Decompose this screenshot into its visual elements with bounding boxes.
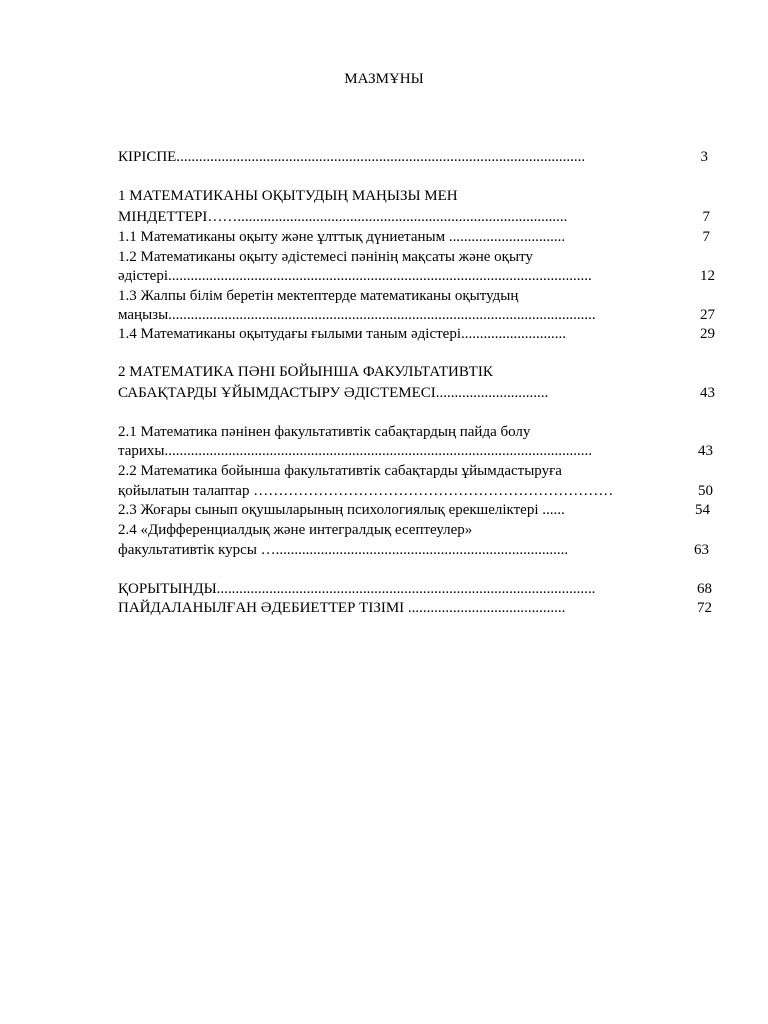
- toc-entry-text: 1.2 Математиканы оқыту әдістемесі пәнінің мақсаты және оқыту: [118, 249, 533, 265]
- toc-entry-section-1-title: [118, 186, 660, 206]
- toc-entry-2-2-cont: [118, 481, 660, 501]
- toc-page-number: 27: [700, 307, 715, 323]
- toc-entry-1-2: [118, 247, 660, 267]
- toc-entry-1-1: [118, 227, 660, 247]
- toc-page-number: 50: [698, 483, 713, 499]
- toc-entry-conclusion: [118, 579, 660, 599]
- toc-entry-2-2: [118, 461, 660, 481]
- toc-entry-2-4: [118, 520, 660, 540]
- toc-page-number: 12: [700, 268, 715, 284]
- toc-entry-text: факультативтік курсы …..............................................................................: [118, 542, 569, 558]
- toc-entry-text: САБАҚТАРДЫ ҰЙЫМДАСТЫРУ ӘДІСТЕМЕСІ..............................: [118, 385, 549, 401]
- toc-entry-section-1-title-cont: [118, 207, 660, 227]
- toc-entry-text: әдістері.................................................................................................................: [118, 268, 592, 284]
- toc-entry-2-3: [118, 500, 660, 520]
- toc-page-number: 43: [698, 443, 713, 459]
- toc-entry-text: ПАЙДАЛАНЫЛҒАН ӘДЕБИЕТТЕР ТІЗІМІ ..........................................: [118, 600, 566, 616]
- toc-entry-text: 2.2 Математика бойынша факультативтік сабақтарды ұйымдастыруға: [118, 463, 562, 479]
- toc-entry-text: 2 МАТЕМАТИКА ПӘНІ БОЙЫНША ФАКУЛЬТАТИВТІК: [118, 364, 493, 380]
- toc-entry-text: ҚОРЫТЫНДЫ.....................................................................................................: [118, 581, 596, 597]
- toc-entry-2-4-cont: [118, 540, 660, 560]
- toc-entry-text: 2.4 «Дифференциалдық және интегралдық есептеулер»: [118, 522, 473, 538]
- toc-entry-2-1: [118, 422, 660, 442]
- toc-entry-section-2-title: [118, 362, 660, 382]
- toc-entry-text: қойылатын талаптар ………………………………………………………………: [118, 483, 614, 499]
- toc-page-number: 3: [700, 149, 708, 165]
- toc-entry-introduction: [118, 147, 660, 167]
- toc-entry-1-4: [118, 324, 660, 344]
- toc-page-number: 54: [695, 502, 710, 518]
- toc-page-number: 68: [697, 581, 712, 597]
- toc-page-number: 7: [702, 229, 710, 245]
- toc-entry-text: КІРІСПЕ.............................................................................................................: [118, 149, 586, 165]
- toc-entry-2-1-cont: [118, 441, 660, 461]
- toc-entry-text: тарихы..................................................................................................................: [118, 443, 593, 459]
- toc-entry-1-2-cont: [118, 266, 660, 286]
- toc-entry-section-2-title-cont: [118, 383, 660, 403]
- toc-page-number: 29: [700, 326, 715, 342]
- toc-entry-1-3-cont: [118, 305, 660, 325]
- toc-page-number: 72: [697, 600, 712, 616]
- toc-page-number: 7: [702, 209, 710, 225]
- toc-entry-text: маңызы..................................................................................................................: [118, 307, 596, 323]
- toc-entry-text: 2.3 Жоғары сынып оқушыларының психологиялық ерекшеліктері ......: [118, 502, 565, 518]
- toc-entry-text: МІНДЕТТЕРІ……........................................................................................: [118, 209, 568, 225]
- toc-page-number: 43: [700, 385, 715, 401]
- toc-entry-text: 1.1 Математиканы оқыту және ұлттық дүниетаным ...............................: [118, 229, 566, 245]
- page-title: МАЗМҰНЫ: [344, 71, 424, 87]
- toc-entry-text: 1.4 Математиканы оқытудағы ғылыми таным әдістері............................: [118, 326, 566, 342]
- toc-entry-references: [118, 598, 660, 618]
- toc-page-number: 63: [694, 542, 709, 558]
- toc-entry-1-3: [118, 286, 660, 306]
- toc-entry-text: 1 МАТЕМАТИКАНЫ ОҚЫТУДЫҢ МАҢЫЗЫ МЕН: [118, 188, 458, 204]
- toc-entry-text: 2.1 Математика пәнінен факультативтік сабақтардың пайда болу: [118, 424, 531, 440]
- toc-entry-text: 1.3 Жалпы білім беретін мектептерде математиканы оқытудың: [118, 288, 519, 304]
